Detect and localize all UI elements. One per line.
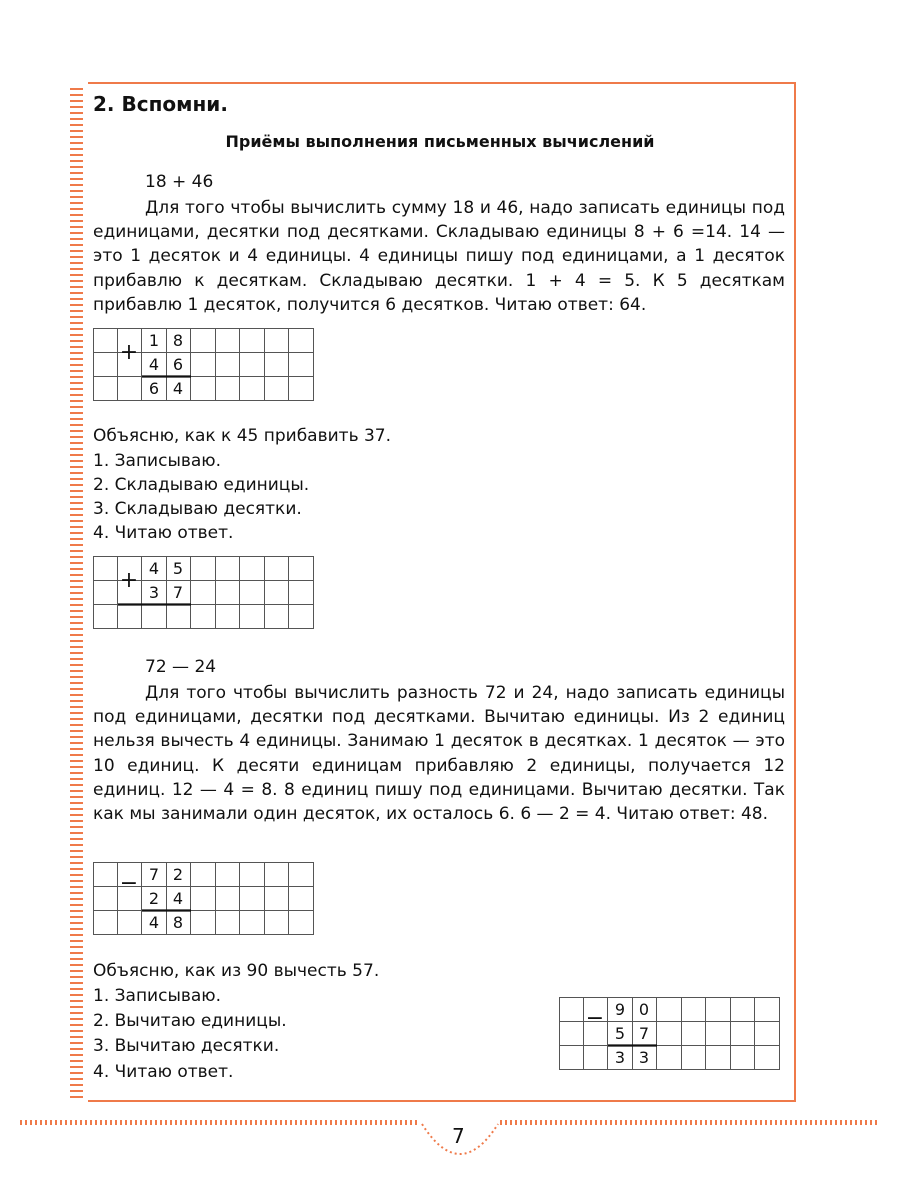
digit: 5: [172, 559, 184, 578]
section-heading: 2. Вспомни.: [93, 92, 228, 116]
example1-grid: [93, 328, 315, 402]
digit: 9: [614, 1000, 626, 1019]
digit: 7: [172, 583, 184, 602]
example2-explanation: Для того чтобы вычислить разность 72 и 24, надо записать единицы под единицами, десятки под десятками. Вычитаю единицы. Из 2 единиц нельзя вычесть 4 единицы. Занимаю 1 десяток в десятках. 1 десяток — это 10 единиц. К десяти единицам прибавляю 2 единицы, получается 12 единиц. 12 — 4 = 8. 8 единиц пишу под единицами. Вычитаю десятки. Так как мы занимали один десяток, их осталось 6. 6 — 2 = 4. Читаю ответ: 48.: [93, 683, 785, 825]
digit: 3: [148, 583, 160, 602]
digit: 4: [148, 559, 160, 578]
task1-step: 3. Складываю десятки.: [93, 499, 302, 519]
left-stripe-decoration: [70, 88, 83, 1098]
footer-dots-right: [500, 1120, 880, 1125]
digit: 8: [172, 331, 184, 350]
digit: 2: [172, 865, 184, 884]
task1-intro: Объясню, как к 45 прибавить 37.: [93, 426, 392, 446]
digit: 6: [172, 355, 184, 374]
digit: 6: [148, 379, 160, 398]
page-number: 7: [452, 1124, 465, 1148]
example1-explanation: Для того чтобы вычислить сумму 18 и 46, надо записать единицы под единицами, десятки под десятками. Складываю единицы 8 + 6 =14. 14 — это 1 десяток и 4 единицы. 4 единицы пишу под единицами, а 1 десяток прибавлю к десяткам. Складываю десятки. 1 + 4 = 5. К 5 десяткам прибавлю 1 десяток, получится 6 десятков. Читаю ответ: 64.: [93, 198, 785, 315]
task2-grid: [559, 997, 781, 1071]
digit: 8: [172, 913, 184, 932]
digit: 4: [172, 379, 184, 398]
digit: 4: [172, 889, 184, 908]
plus-sign: +: [119, 340, 139, 365]
digit: 3: [638, 1048, 650, 1067]
digit: 1: [148, 331, 160, 350]
task2-step: 4. Читаю ответ.: [93, 1062, 234, 1082]
digit: 3: [614, 1048, 626, 1067]
section-subtitle: Приёмы выполнения письменных вычислений: [225, 132, 655, 151]
digit: 4: [148, 913, 160, 932]
digit: 0: [638, 1000, 650, 1019]
digit: 5: [614, 1024, 626, 1043]
task1-step: 1. Записываю.: [93, 451, 222, 471]
task2-step: 2. Вычитаю единицы.: [93, 1011, 287, 1031]
digit: 7: [148, 865, 160, 884]
minus-sign: −: [585, 1006, 605, 1031]
digit: 7: [638, 1024, 650, 1043]
task2-intro: Объясню, как из 90 вычесть 57.: [93, 961, 380, 981]
task2-step: 3. Вычитаю десятки.: [93, 1036, 280, 1056]
task1-step: 2. Складываю единицы.: [93, 475, 310, 495]
example2-grid: [93, 862, 315, 936]
example2-expression: 72 — 24: [145, 657, 217, 677]
digit: 4: [148, 355, 160, 374]
task1-step: 4. Читаю ответ.: [93, 523, 234, 543]
example1-expression: 18 + 46: [145, 172, 214, 192]
digit: 2: [148, 889, 160, 908]
plus-sign: +: [119, 568, 139, 593]
task1-grid: [93, 556, 315, 630]
minus-sign: −: [119, 871, 139, 896]
task2-step: 1. Записываю.: [93, 986, 222, 1006]
footer-dots-left: [20, 1120, 420, 1125]
